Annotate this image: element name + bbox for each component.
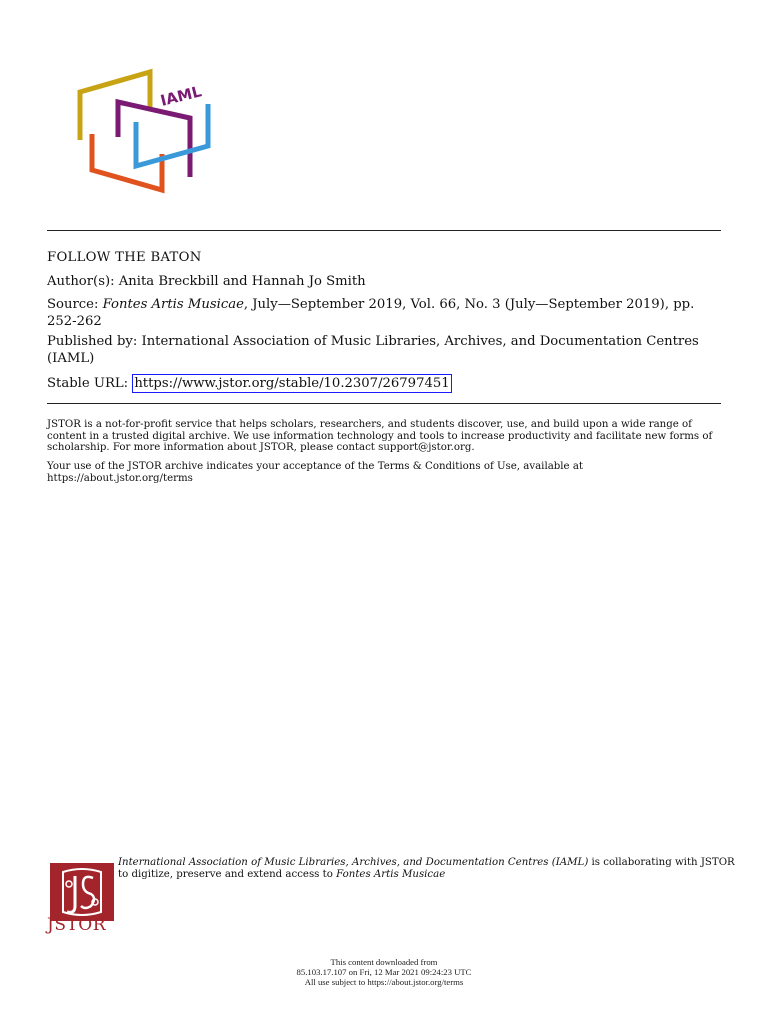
source-journal: Fontes Artis Musicae — [102, 297, 244, 312]
source-details: , July—September 2019, Vol. 66, No. 3 (July—September 2019), pp. 252-262 — [47, 297, 695, 329]
terms-notice: Your use of the JSTOR archive indicates your acceptance of the Terms & Conditions of Use, available at https://about.jstor.org/terms — [47, 461, 583, 484]
footer-line-3: All use subject to https://about.jstor.org/terms — [304, 977, 464, 987]
jstor-wordmark: JSTOR — [47, 915, 107, 935]
authors-value: Anita Breckbill and Hannah Jo Smith — [118, 274, 366, 289]
collab-text: is collaborating with JSTOR to digitize, preserve and extend access to — [118, 857, 735, 880]
middle-divider — [47, 403, 721, 404]
jstor-notice: JSTOR is a not-for-profit service that helps scholars, researchers, and students discover, use, and build upon a wide range of content in a trusted digital archive. We use information technology and tools to increase productivity and facilitate new forms of scholarship. For more information about JSTOR, please contact support@jstor.org. — [47, 419, 713, 453]
stable-url-link[interactable]: https://www.jstor.org/stable/10.2307/26797451 — [134, 376, 450, 391]
article-publisher — [47, 333, 727, 367]
iaml-logo-text: IAML — [158, 82, 204, 110]
collab-journal: Fontes Artis Musicae — [336, 869, 446, 880]
top-divider — [47, 230, 721, 231]
footer-line-2: 85.103.17.107 on Fri, 12 Mar 2021 09:24:23 UTC — [296, 967, 472, 977]
footer-line-1: This content downloaded from — [330, 957, 438, 967]
source-label: Source: — [47, 297, 99, 312]
collaboration-statement — [118, 857, 738, 881]
download-footer — [0, 957, 768, 987]
article-authors — [47, 273, 727, 290]
authors-label: Author(s): — [47, 274, 115, 289]
publisher-value: International Association of Music Libraries, Archives, and Documentation Centres (IAML) — [47, 334, 699, 366]
article-source — [47, 296, 727, 330]
stable-url-label: Stable URL: — [47, 376, 129, 391]
collab-org: International Association of Music Libraries, Archives, and Documentation Centres (IAML) — [118, 857, 589, 868]
article-title: FOLLOW THE BATON — [47, 250, 202, 265]
article-stable-url — [47, 374, 727, 393]
publisher-label: Published by: — [47, 334, 138, 349]
iaml-logo — [70, 62, 220, 197]
